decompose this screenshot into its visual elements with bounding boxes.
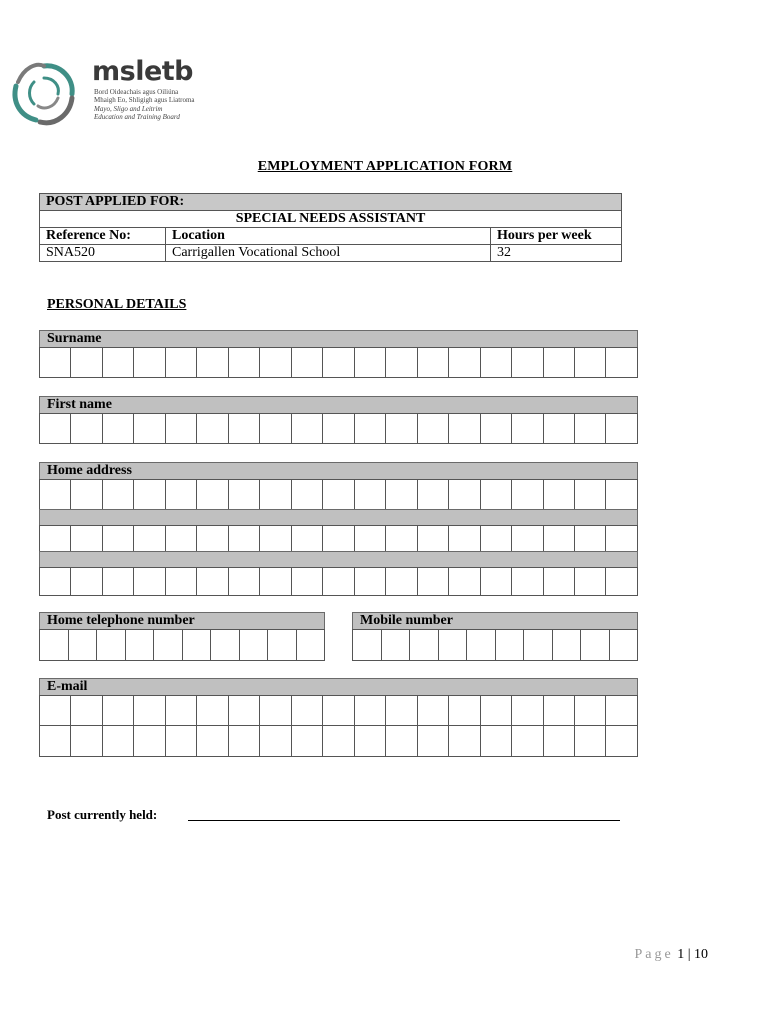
character-box[interactable] bbox=[134, 526, 165, 551]
page-current: 1 bbox=[677, 947, 685, 962]
character-box[interactable] bbox=[40, 526, 71, 551]
character-box[interactable] bbox=[103, 568, 134, 595]
character-box[interactable] bbox=[103, 348, 134, 377]
character-box[interactable] bbox=[40, 630, 69, 660]
character-box[interactable] bbox=[166, 696, 197, 725]
character-box[interactable] bbox=[292, 526, 323, 551]
character-box[interactable] bbox=[197, 726, 228, 756]
character-box[interactable] bbox=[481, 414, 512, 443]
character-box[interactable] bbox=[297, 630, 326, 660]
character-box[interactable] bbox=[418, 726, 449, 756]
character-box[interactable] bbox=[197, 480, 228, 509]
character-box[interactable] bbox=[355, 526, 386, 551]
character-box[interactable] bbox=[512, 568, 543, 595]
character-box[interactable] bbox=[386, 526, 417, 551]
character-box[interactable] bbox=[418, 480, 449, 509]
character-box[interactable] bbox=[229, 414, 260, 443]
character-box[interactable] bbox=[97, 630, 126, 660]
character-box[interactable] bbox=[229, 526, 260, 551]
character-box[interactable] bbox=[240, 630, 269, 660]
character-box[interactable] bbox=[71, 480, 102, 509]
character-box[interactable] bbox=[166, 480, 197, 509]
location-header: Location bbox=[166, 228, 491, 245]
character-box[interactable] bbox=[197, 526, 228, 551]
character-box[interactable] bbox=[418, 568, 449, 595]
character-box[interactable] bbox=[544, 568, 575, 595]
character-box[interactable] bbox=[575, 480, 606, 509]
character-box[interactable] bbox=[449, 696, 480, 725]
logo-line-4: Education and Training Board bbox=[94, 113, 180, 121]
character-box[interactable] bbox=[260, 348, 291, 377]
post-heading: POST APPLIED FOR: bbox=[40, 194, 622, 211]
character-box[interactable] bbox=[71, 348, 102, 377]
character-box[interactable] bbox=[260, 568, 291, 595]
character-box[interactable] bbox=[292, 480, 323, 509]
post-currently-held-label: Post currently held: bbox=[47, 807, 158, 822]
character-box[interactable] bbox=[40, 696, 71, 725]
hours-value: 32 bbox=[491, 245, 622, 262]
character-box[interactable] bbox=[418, 526, 449, 551]
character-box[interactable] bbox=[386, 726, 417, 756]
character-box[interactable] bbox=[229, 348, 260, 377]
character-box[interactable] bbox=[575, 414, 606, 443]
character-box[interactable] bbox=[544, 414, 575, 443]
home-telephone-input[interactable] bbox=[39, 629, 325, 661]
character-box[interactable] bbox=[134, 414, 165, 443]
character-box[interactable] bbox=[40, 726, 71, 756]
mobile-number-input[interactable] bbox=[352, 629, 638, 661]
character-box[interactable] bbox=[449, 348, 480, 377]
email-input-line-1[interactable] bbox=[39, 695, 638, 726]
character-box[interactable] bbox=[418, 696, 449, 725]
character-box[interactable] bbox=[610, 630, 639, 660]
character-box[interactable] bbox=[197, 696, 228, 725]
character-box[interactable] bbox=[260, 526, 291, 551]
character-box[interactable] bbox=[386, 568, 417, 595]
logo-line-2: Mhaigh Eo, Shligigh agus Liatroma bbox=[94, 96, 195, 104]
character-box[interactable] bbox=[386, 696, 417, 725]
character-box[interactable] bbox=[40, 414, 71, 443]
character-box[interactable] bbox=[382, 630, 411, 660]
character-box[interactable] bbox=[386, 348, 417, 377]
character-box[interactable] bbox=[103, 526, 134, 551]
home-address-label: Home address bbox=[39, 462, 638, 480]
character-box[interactable] bbox=[323, 696, 354, 725]
character-box[interactable] bbox=[355, 696, 386, 725]
character-box[interactable] bbox=[134, 726, 165, 756]
page-total: 10 bbox=[694, 947, 708, 962]
address-separator bbox=[39, 551, 638, 568]
hours-header: Hours per week bbox=[491, 228, 622, 245]
character-box[interactable] bbox=[418, 414, 449, 443]
character-box[interactable] bbox=[103, 480, 134, 509]
character-box[interactable] bbox=[323, 568, 354, 595]
character-box[interactable] bbox=[481, 526, 512, 551]
character-box[interactable] bbox=[134, 348, 165, 377]
address-separator bbox=[39, 509, 638, 526]
character-box[interactable] bbox=[69, 630, 98, 660]
logo-line-3: Mayo, Sligo and Leitrim bbox=[94, 105, 163, 113]
post-position: SPECIAL NEEDS ASSISTANT bbox=[40, 211, 622, 228]
address-line-2-input[interactable] bbox=[39, 525, 638, 552]
character-box[interactable] bbox=[166, 568, 197, 595]
character-box[interactable] bbox=[268, 630, 297, 660]
character-box[interactable] bbox=[575, 568, 606, 595]
character-box[interactable] bbox=[512, 480, 543, 509]
character-box[interactable] bbox=[481, 568, 512, 595]
character-box[interactable] bbox=[260, 696, 291, 725]
character-box[interactable] bbox=[71, 696, 102, 725]
character-box[interactable] bbox=[575, 726, 606, 756]
character-box[interactable] bbox=[481, 696, 512, 725]
character-box[interactable] bbox=[292, 696, 323, 725]
form-title: EMPLOYMENT APPLICATION FORM bbox=[257, 159, 513, 174]
character-box[interactable] bbox=[512, 348, 543, 377]
character-box[interactable] bbox=[229, 480, 260, 509]
character-box[interactable] bbox=[575, 696, 606, 725]
character-box[interactable] bbox=[292, 414, 323, 443]
character-box[interactable] bbox=[323, 480, 354, 509]
character-box[interactable] bbox=[418, 348, 449, 377]
character-box[interactable] bbox=[154, 630, 183, 660]
character-box[interactable] bbox=[323, 348, 354, 377]
character-box[interactable] bbox=[467, 630, 496, 660]
character-box[interactable] bbox=[166, 348, 197, 377]
character-box[interactable] bbox=[512, 726, 543, 756]
character-box[interactable] bbox=[606, 526, 637, 551]
location-value: Carrigallen Vocational School bbox=[166, 245, 491, 262]
character-box[interactable] bbox=[524, 630, 553, 660]
email-label: E-mail bbox=[39, 678, 638, 696]
logo-line-1: Bord Oideachais agus Oiliúna bbox=[94, 88, 179, 96]
logo-wordmark: msletb bbox=[92, 56, 194, 87]
character-box[interactable] bbox=[126, 630, 155, 660]
post-table bbox=[39, 193, 622, 262]
first-name-label: First name bbox=[39, 396, 638, 414]
character-box[interactable] bbox=[355, 568, 386, 595]
character-box[interactable] bbox=[292, 726, 323, 756]
first-name-input[interactable] bbox=[39, 413, 638, 444]
character-box[interactable] bbox=[197, 414, 228, 443]
character-box[interactable] bbox=[260, 414, 291, 443]
post-currently-held-input[interactable] bbox=[188, 820, 620, 821]
character-box[interactable] bbox=[544, 526, 575, 551]
character-box[interactable] bbox=[449, 726, 480, 756]
character-box[interactable] bbox=[183, 630, 212, 660]
character-box[interactable] bbox=[512, 526, 543, 551]
character-box[interactable] bbox=[40, 480, 71, 509]
character-box[interactable] bbox=[355, 726, 386, 756]
character-box[interactable] bbox=[323, 726, 354, 756]
character-box[interactable] bbox=[323, 414, 354, 443]
character-box[interactable] bbox=[197, 568, 228, 595]
character-box[interactable] bbox=[449, 526, 480, 551]
character-box[interactable] bbox=[134, 696, 165, 725]
character-box[interactable] bbox=[166, 726, 197, 756]
page-word: Page bbox=[634, 947, 674, 962]
character-box[interactable] bbox=[606, 568, 637, 595]
character-box[interactable] bbox=[386, 480, 417, 509]
character-box[interactable] bbox=[449, 414, 480, 443]
character-box[interactable] bbox=[481, 348, 512, 377]
character-box[interactable] bbox=[544, 726, 575, 756]
character-box[interactable] bbox=[103, 414, 134, 443]
character-box[interactable] bbox=[606, 348, 637, 377]
reference-header: Reference No: bbox=[40, 228, 166, 245]
character-box[interactable] bbox=[355, 414, 386, 443]
character-box[interactable] bbox=[355, 480, 386, 509]
character-box[interactable] bbox=[553, 630, 582, 660]
address-line-3-input[interactable] bbox=[39, 567, 638, 596]
character-box[interactable] bbox=[71, 414, 102, 443]
character-box[interactable] bbox=[575, 526, 606, 551]
character-box[interactable] bbox=[544, 696, 575, 725]
character-box[interactable] bbox=[229, 696, 260, 725]
mobile-number-label: Mobile number bbox=[352, 612, 638, 630]
character-box[interactable] bbox=[439, 630, 468, 660]
character-box[interactable] bbox=[449, 568, 480, 595]
character-box[interactable] bbox=[71, 726, 102, 756]
character-box[interactable] bbox=[512, 696, 543, 725]
character-box[interactable] bbox=[134, 568, 165, 595]
character-box[interactable] bbox=[229, 726, 260, 756]
character-box[interactable] bbox=[581, 630, 610, 660]
character-box[interactable] bbox=[544, 348, 575, 377]
character-box[interactable] bbox=[40, 568, 71, 595]
character-box[interactable] bbox=[292, 568, 323, 595]
personal-details-heading: PERSONAL DETAILS bbox=[47, 297, 187, 312]
character-box[interactable] bbox=[71, 526, 102, 551]
character-box[interactable] bbox=[449, 480, 480, 509]
character-box[interactable] bbox=[40, 348, 71, 377]
character-box[interactable] bbox=[606, 414, 637, 443]
character-box[interactable] bbox=[229, 568, 260, 595]
surname-label: Surname bbox=[39, 330, 638, 348]
page-number bbox=[634, 947, 708, 963]
character-box[interactable] bbox=[71, 568, 102, 595]
character-box[interactable] bbox=[166, 414, 197, 443]
swirl-logo-icon bbox=[8, 58, 80, 128]
home-telephone-label: Home telephone number bbox=[39, 612, 325, 630]
character-box[interactable] bbox=[353, 630, 382, 660]
character-box[interactable] bbox=[197, 348, 228, 377]
character-box[interactable] bbox=[292, 348, 323, 377]
character-box[interactable] bbox=[481, 726, 512, 756]
character-box[interactable] bbox=[166, 526, 197, 551]
character-box[interactable] bbox=[211, 630, 240, 660]
page-separator: | bbox=[687, 947, 691, 962]
surname-input[interactable] bbox=[39, 347, 638, 378]
email-input-line-2[interactable] bbox=[39, 725, 638, 757]
character-box[interactable] bbox=[606, 696, 637, 725]
character-box[interactable] bbox=[575, 348, 606, 377]
character-box[interactable] bbox=[103, 696, 134, 725]
character-box[interactable] bbox=[481, 480, 512, 509]
character-box[interactable] bbox=[260, 726, 291, 756]
character-box[interactable] bbox=[323, 526, 354, 551]
character-box[interactable] bbox=[134, 480, 165, 509]
character-box[interactable] bbox=[544, 480, 575, 509]
character-box[interactable] bbox=[386, 414, 417, 443]
character-box[interactable] bbox=[260, 480, 291, 509]
character-box[interactable] bbox=[103, 726, 134, 756]
character-box[interactable] bbox=[512, 414, 543, 443]
character-box[interactable] bbox=[410, 630, 439, 660]
address-line-1-input[interactable] bbox=[39, 479, 638, 510]
character-box[interactable] bbox=[355, 348, 386, 377]
character-box[interactable] bbox=[606, 726, 637, 756]
character-box[interactable] bbox=[606, 480, 637, 509]
reference-value: SNA520 bbox=[40, 245, 166, 262]
character-box[interactable] bbox=[496, 630, 525, 660]
